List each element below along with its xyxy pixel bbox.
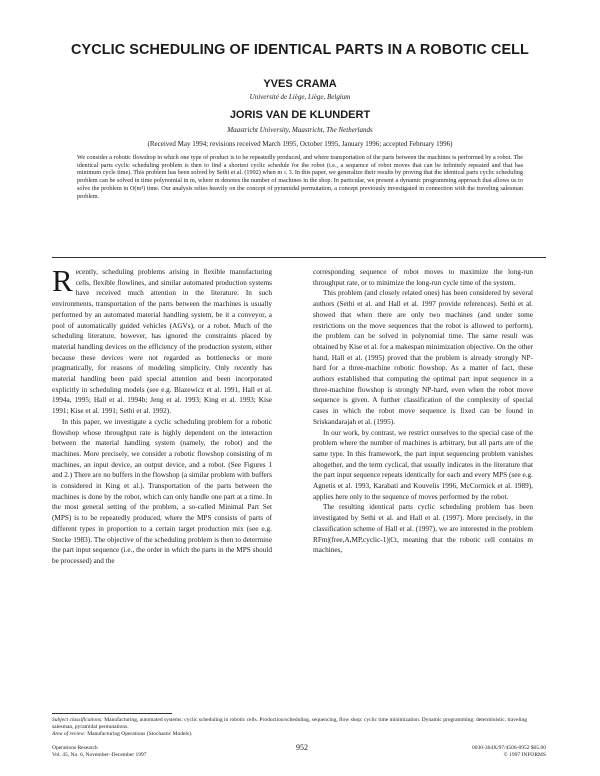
footnote-divider xyxy=(52,713,172,714)
footnote-label: Area of review: xyxy=(52,731,86,737)
author-affiliation: Maastricht University, Maastricht, The Netherlands xyxy=(227,126,373,134)
left-column xyxy=(52,263,272,567)
paragraph: corresponding sequence of robot moves to maximize the long-run throughput rate, or to minimize the long-run cycle time of the system. xyxy=(313,268,533,287)
author-name: YVES CRAMA xyxy=(263,78,337,90)
paragraph xyxy=(52,263,272,417)
copyright: © 1997 INFORMS xyxy=(503,751,546,758)
paragraph: In this paper, we investigate a cyclic scheduling problem for a robotic flowshop whose throughput rate is highly dependent on the interaction between the material handling system (namely, the robot) and the machines. More precisely, we consider a robotic flowshop consisting of m machines, an input device, an output device, and a robot. (See Figures 1 and 2.) There are no buffers in the flowshop (a similar problem with buffers is considered in King et al.). Transportation of the parts between the machines is done by the robot, which can only handle one part at a time. In the most general setting of the problem, a so-called Minimal Part Set (MPS) is to be repeatedly produced, where the MPS consists of parts of different types in proportion to a certain target production mix (see e.g. Stecke 1983). The objective of the scheduling problem is then to determine the part input sequence (i.e., the order in which the parts in the MPS should be processed) and the xyxy=(52,417,272,565)
paragraph-text: ecently, scheduling problems arising in flexible manufacturing cells, flexible flowlines, and similar automated production systems have received much attention in the literature. In such environments, transportation of the parts between the machines is usually performed by an automated material handling system, be it a conveyor, a pool of automatically guided vehicles (AGVs), or a robot. Much of the scheduling literature, however, has ignored the constraints placed by material handling devices on the efficiency of the production system, either because these devices were not regarded as bottlenecks or more pragmatically, for reasons of modeling simplicity. Only recently has material handling been paid special attention and been incorporated explicitly in scheduling models (see e.g. Blazewicz et al. 1991, Hall et al. 1994a, 1995; Hall et al. 1994b; Jeng et al. 1993; King et al. 1993; Kise 1991; Kise et al. 1991; Sethi et al. 1992). xyxy=(52,268,272,416)
footnote-text: Manufacturing, automated systems: cyclic scheduling in robotic cells. Production/scheduling, sequencing, flow shop: cyclic time minimization. Dynamic programming: deterministic, traveling salesman, pyramidal permutations. xyxy=(52,717,528,730)
author-affiliation: Université de Liège, Liège, Belgium xyxy=(249,93,351,101)
paragraph: The resulting identical parts cyclic scheduling problem has been investigated by Sethi et al. and Hall et al. (1997). More precisely, in the classification scheme of Hall et al. (1997), we are interested in the problem RFm|(free,A,MP,cyclic-1)|Ct, meaning that the robotic cell contains m machines, xyxy=(313,503,533,555)
paper-title: CYCLIC SCHEDULING OF IDENTICAL PARTS IN A ROBOTIC CELL xyxy=(71,42,529,58)
abstract: We consider a robotic flowshop in which one type of product is to be repeatedly produced, and where transportation of the parts between the machines is performed by a robot. The identical parts cyclic scheduling problem is then to find a shortest cyclic schedule for the robot (i.e., a sequence of robot moves that can be infinitely repeated and that has minimum cycle time). This problem has been solved by Sethi et al. (1992) when m ≤ 3. In this paper, we generalize their results by proving that the identical parts cyclic scheduling problem can be solved in time polynomial in m, where m denotes the number of machines in the shop. In particular, we present a dynamic programming approach that allows us to solve the problem in O(m³) time. Our analysis relies heavily on the concept of pyramidal permutation, a concept previously investigated in connection with the traveling salesman problem. xyxy=(77,154,523,200)
publication-codes xyxy=(366,745,546,759)
footnotes xyxy=(52,717,546,738)
journal-volume: Vol. 45, No. 6, November–December 1997 xyxy=(52,751,147,758)
issn-code: 0030-364X/97/4506-0952 $05.00 xyxy=(472,745,546,751)
paragraph: In our work, by contrast, we restrict ourselves to the special case of the problem where the number of machines is arbitrary, but all parts are of the same type. In this framework, the part input sequencing problem vanishes altogether, and the term cyclical, that usually indicates in the literature that the part input sequence repeats identically for each and every MPS (see e.g. Agnetis et al. 1993, Karabati and Kouvelis 1996, McCormick et al. 1989), applies here only to the sequence of moves performed by the robot. xyxy=(313,428,533,501)
right-column xyxy=(313,267,533,556)
page-number: 952 xyxy=(296,743,308,752)
journal-name: Operations Research xyxy=(52,745,98,751)
author-name: JORIS VAN DE KLUNDERT xyxy=(229,109,371,121)
footnote-text: Manufacturing Operations (Stochastic Models). xyxy=(87,731,193,737)
paragraph: This problem (and closely related ones) has been considered by several authors (Sethi et al. and Hall et al. 1997 provide references). Sethi et al. showed that when there are only two machines (and under some restrictions on the move sequences that the robot is allowed to perform), the problem can be solved in polynomial time. The same result was obtained by Kise et al. for a makespan minimization objective. On the other hand, Hall et al. (1995) proved that the problem is already strongly NP-hard for a three-machine robotic flowshop. As a matter of fact, these authors established that computing the optimal part input sequence in a three-machine flowshop is strongly NP-hard, even when the robot move sequence is given. A further classification of the complexity of special cases in which the robot move sequence is fixed can be found in Sriskandarajah et al. (1995). xyxy=(313,289,533,426)
received-dates: (Received May 1994; revisions received March 1995, October 1995, January 1996; accepted February 1996) xyxy=(147,140,453,148)
journal-info xyxy=(52,745,232,759)
area-of-review xyxy=(52,731,546,738)
footnote-label: Subject classifications: xyxy=(52,717,103,723)
subject-classifications xyxy=(52,717,546,731)
drop-cap: R xyxy=(52,263,73,298)
section-divider xyxy=(52,257,546,258)
